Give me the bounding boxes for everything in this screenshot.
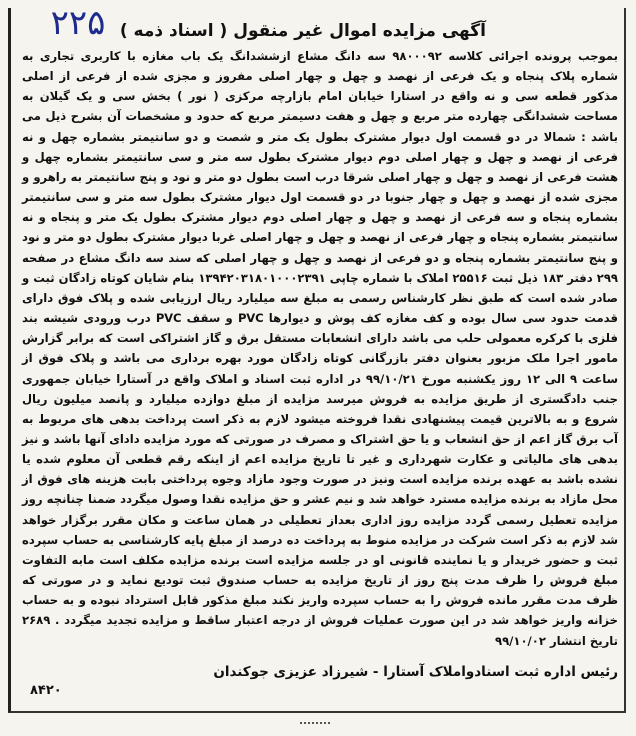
ad-body: [22, 46, 618, 651]
ad-body-paragraph: بموجب پرونده اجرائی کلاسه ۹۸۰۰۰۹۲ سه دانگ مشاع ازششدانگ یک باب مغازه با کاربری تجاری به شماره پلاک پنجاه و یک فرعی از نهصد و چهل و چهار اصلی مفروز و مجزی شده از فرعی از اصلی مذکور قطعه سی و نه واقع در استارا خیابان امام بازارچه مرکزی ( نور ) بخش سی و یک گیلان به مساحت ششدانگی چهارده متر مربع و چهل و هفت دسیمتر مربع که حدود و مشخصات آن بشرح ذیل می باشد : شمالا در دو قسمت اول دیوار مشترک بطول یک متر و شصت و دو سانتیمتر بشماره چهل و نه فرعی از نهصد و چهل و چهار اصلی دوم دیوار مشترک بطول سه متر و سی سانتیمتر بشماره چهل و هشت فرعی از نهصد و چهل و چهار اصلی شرقا درب است بطول دو متر و نود و پنج سانتیمتر به راهرو و مجزی شده از نهصد و چهل و چهار جنوبا در دو قسمت اول دیوار مشترک بطول سه متر و سی سانتیمتر بشماره پنجاه و سه فرعی از نهصد و چهل و چهار اصلی دوم دیوار مشترک بطول یک متر و پنجاه و نه سانتیمتر بشماره پنجاه و چهار فرعی از نهصد و چهل و چهار اصلی غربا دیوار مشترک بطول دو متر و نود و پنج سانتیمتر بشماره پنجاه و دو فرعی از نهصد و چهل و چهار اصلی که سند سه دانگ مشاع در صفحه ۲۹۹ دفتر ۱۸۳ ذیل ثبت ۲۵۵۱۶ املاک با شماره چاپی ۱۳۹۴۲۰۳۱۸۰۱۰۰۰۲۳۹۱ بنام شایان کوتاه زادگان ثبت و صادر شده است که طبق نظر کارشناس رسمی به مبلغ سه میلیارد ریال ارزیابی شده و پلاک فوق دارای قدمت حدود سی سال بوده و کف مغازه کف پوش و دیوارها PVC و سقف PVC درب ورودی شیشه بند فلزی با کرکره معمولی حلب می باشد دارای انشعابات مستقل برق و گاز اشتراکی است که برابر گزارش مامور اجرا ملک مزبور بعنوان دفتر بازرگانی کوتاه زادگان مورد بهره برداری می باشد و پلاک فوق از ساعت ۹ الی ۱۲ روز یکشنبه مورخ ۹۹/۱۰/۲۱ در اداره ثبت اسناد و املاک واقع در آستارا خیابان جمهوری جنب دادگستری از طریق مزایده به فروش میرسد مزایده از مبلغ دوازده میلیارد و پانصد میلیون ریال شروع و به بالاترین قیمت پیشنهادی نقدا فروخته میشود لازم به ذکر است پرداخت بدهی های مربوط به آب برق گاز اعم از حق انشعاب و یا حق اشتراک و مصرف در صورتی که مورد مزایده دادای آنها باشد و نیز بدهی های مالیاتی و عکارت شهرداری و غیر تا تاریخ مزایده اعم از اینکه رقم قطعی آن معلوم شده یا نشده باشد به عهده برنده مزایده است ونیز در صورت وجود مازاد وجوه پرداختی بابت هزینه های فوق از محل مازاد به برنده مزایده مسترد خواهد شد و نیم عشر و حق مزایده نقدا وصول میگردد ضمنا چنانچه روز مزایده تعطیل رسمی گردد مزایده روز اداری بعداز تعطیلی در همان ساعت و مکان مقرر برگزار خواهد شد لازم به ذکر است شرکت در مزایده منوط به پرداخت ده درصد از مبلغ پایه کارشناسی به حساب سپرده ثبت و حضور خریدار و یا نماینده قانونی او در جلسه مزایده است برنده مزایده مکلف است مابه التفاوت مبلغ فروش را ظرف مدت پنج روز از تاریخ مزایده به حساب صندوق ثبت تودیع نماید و در صورتی که ظرف مدت مقرر مانده فروش را به حساب سپرده واریز نکند مبلغ مذکور قابل استرداد نبوده و به حساب خزانه واریز خواهد شد در این صورت عملیات فروش از درجه اعتبار ساقط و مزایده تجدید میگردد . ۲۶۸۹ تاریخ انتشار ۹۹/۱۰/۰۲: [22, 49, 619, 648]
ad-title: آگهی مزایده اموال غیر منقول ( اسناد ذمه ): [119, 21, 486, 41]
signature-line: رئیس اداره ثبت اسنادواملاک آستارا - شیرزاد عزیزی جوکندان: [213, 664, 618, 680]
svg-text:۲۲۵: ۲۲۵: [50, 3, 106, 43]
ad-code: ۸۴۲۰: [30, 683, 62, 698]
ad-footer: [22, 659, 618, 703]
bottom-dotted-mark: [300, 722, 330, 730]
handwritten-number-mark: [28, 0, 128, 46]
